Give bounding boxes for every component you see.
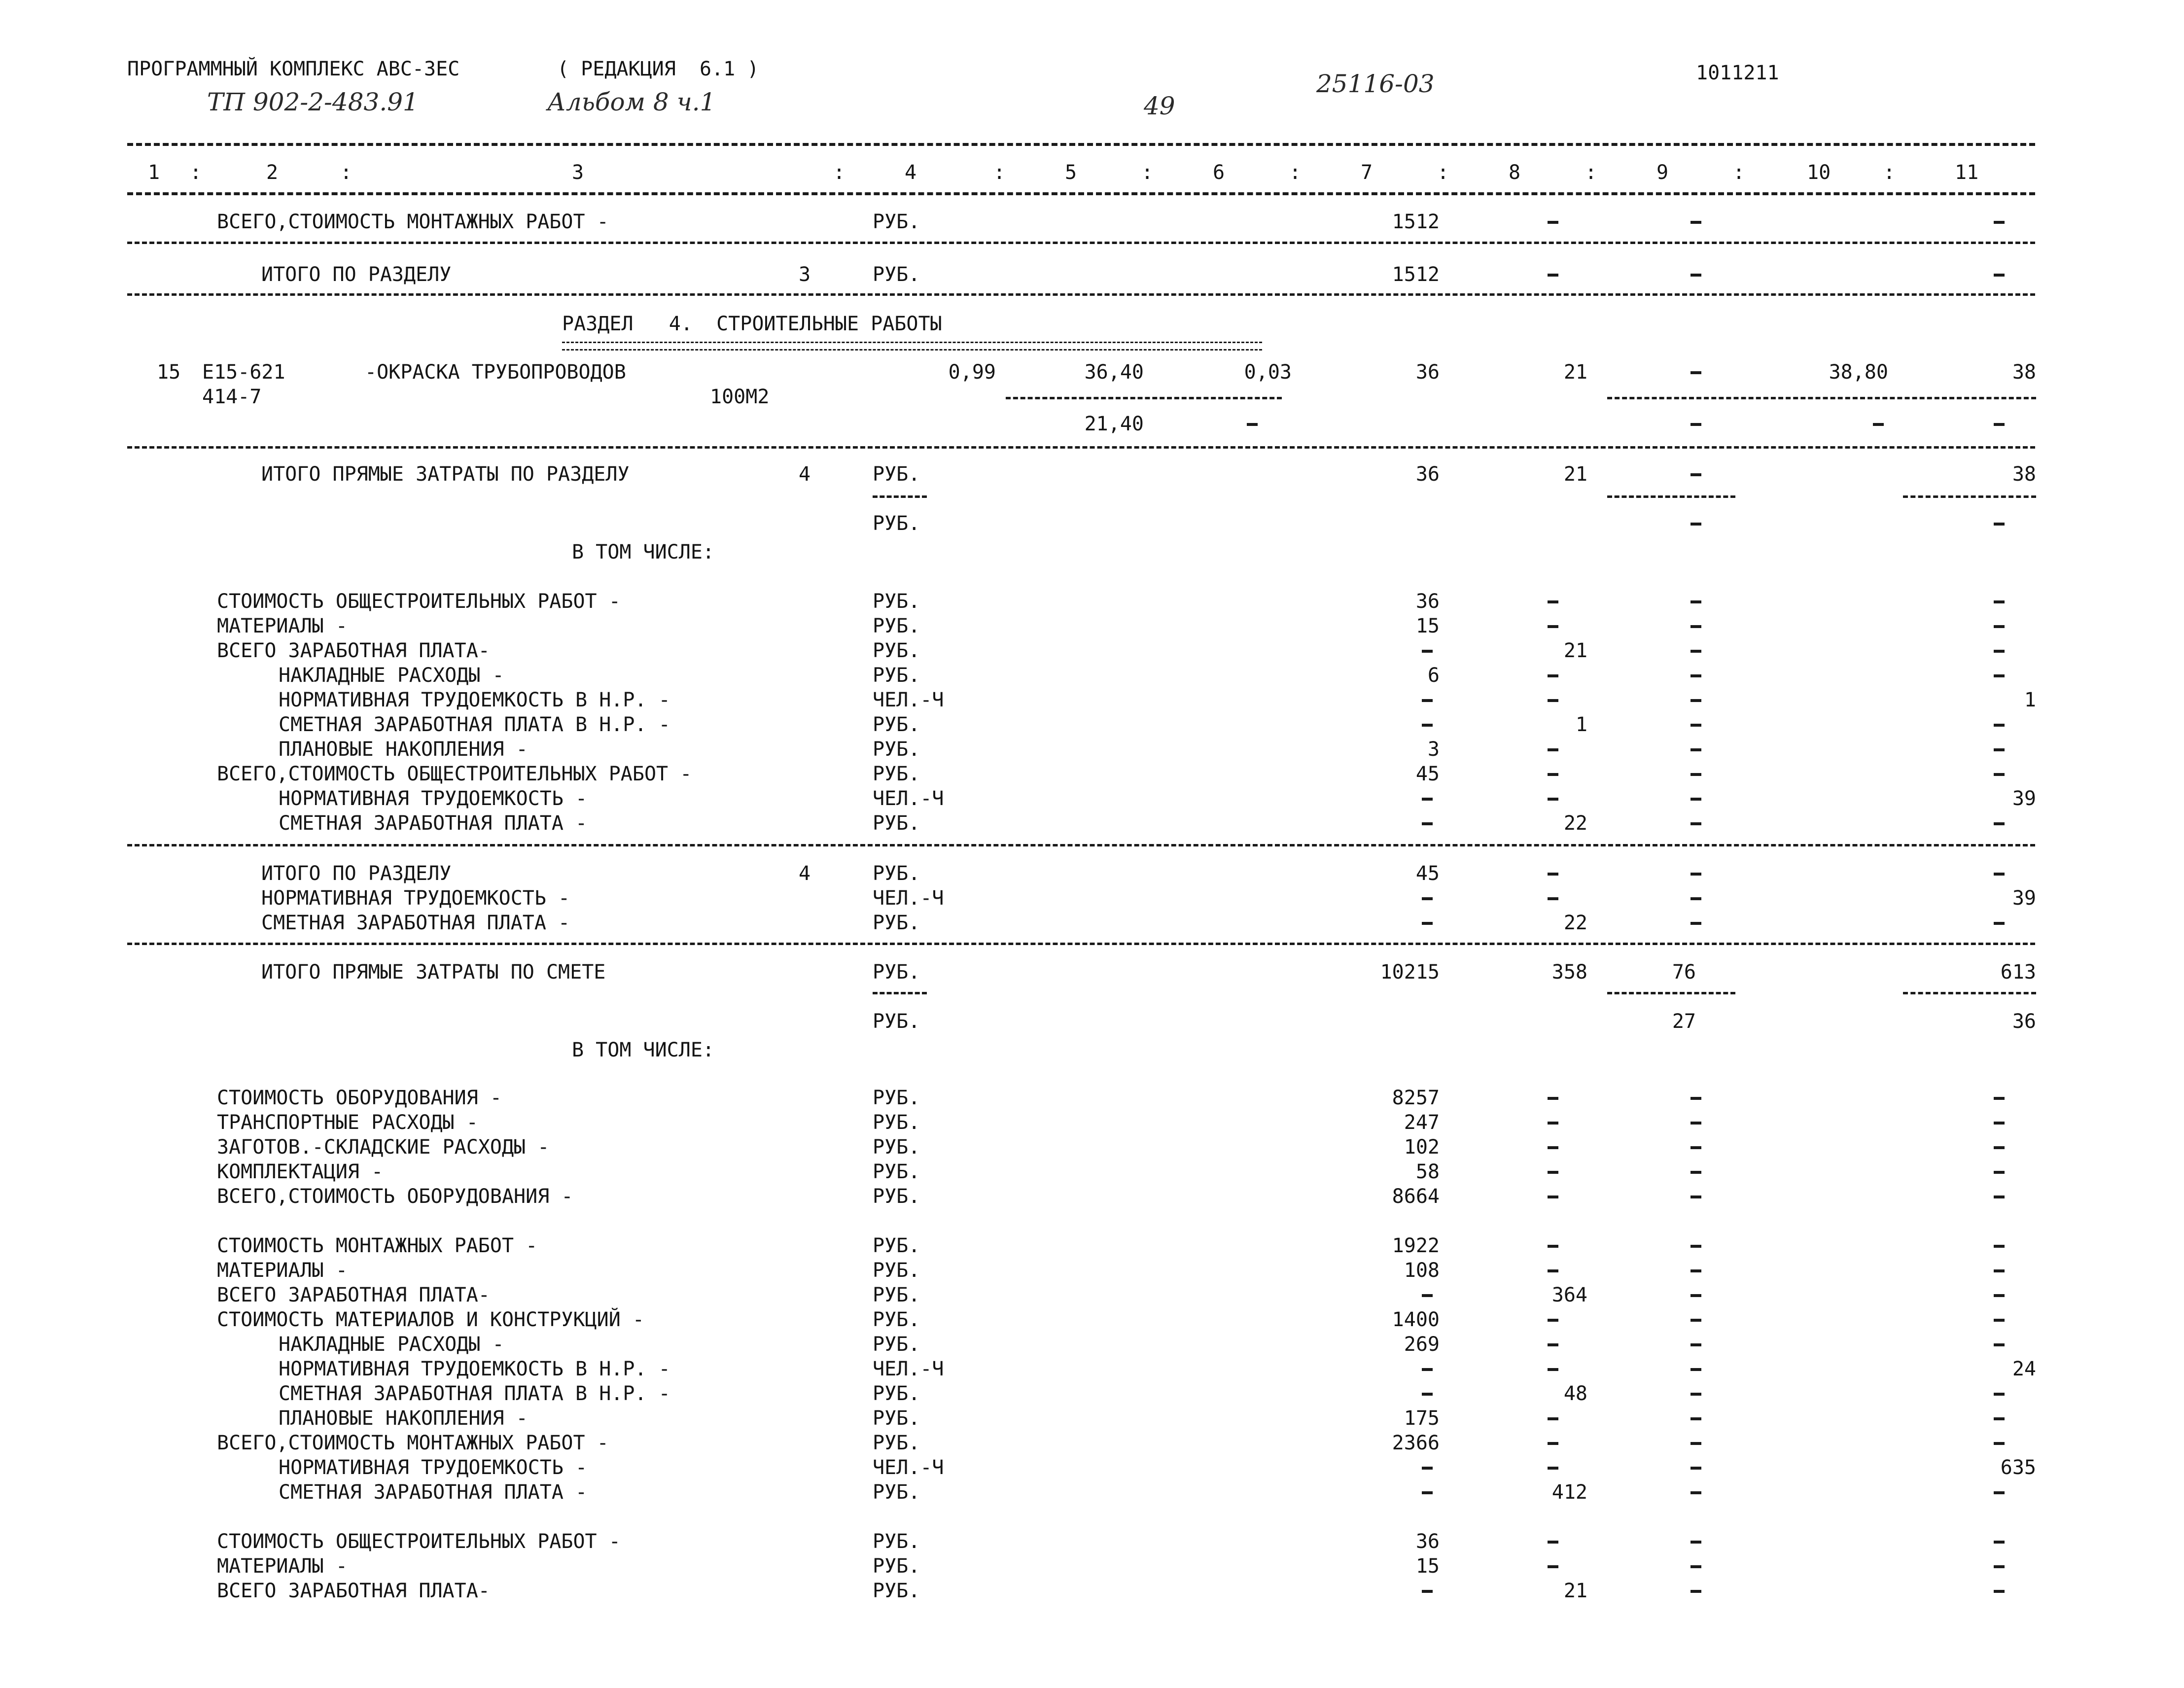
- cell-dash-c8: [1548, 1565, 1558, 1568]
- item-code: Е15-621: [202, 361, 285, 384]
- cell-dash-c7: [1422, 897, 1433, 900]
- cell-c7: 15: [1415, 615, 1440, 637]
- row-label: СМЕТНАЯ ЗАРАБОТНАЯ ПЛАТА -: [261, 912, 570, 934]
- row-unit: РУБ.: [873, 639, 920, 662]
- row-unit: РУБ.: [873, 1284, 920, 1306]
- rule-after-row-2: [127, 293, 2035, 296]
- cell-dash-c11: [1994, 748, 2005, 751]
- row-unit: РУБ.: [873, 1259, 920, 1282]
- row-label: НОРМАТИВНАЯ ТРУДОЕМКОСТЬ -: [279, 1456, 588, 1479]
- cell-c8: 48: [1563, 1382, 1587, 1405]
- cell-dash-c8: [1548, 1368, 1558, 1371]
- cell-c7: 102: [1404, 1136, 1440, 1159]
- row-label: НАКЛАДНЫЕ РАСХОДЫ -: [279, 1333, 504, 1356]
- row-label: МАТЕРИАЛЫ -: [217, 1555, 348, 1578]
- row-label: КОМПЛЕКТАЦИЯ -: [217, 1160, 384, 1183]
- row-label: СТОИМОСТЬ МАТЕРИАЛОВ И КОНСТРУКЦИЙ -: [217, 1308, 644, 1331]
- row-label: ИТОГО ПО РАЗДЕЛУ: [261, 263, 452, 286]
- cell-dash-c11: [1994, 1565, 2005, 1568]
- row-label: ВСЕГО ЗАРАБОТНАЯ ПЛАТА-: [217, 639, 490, 662]
- underline-c5-c6: [1006, 397, 1282, 399]
- row-unit: ЧЕЛ.-Ч: [873, 787, 944, 810]
- cell-c8: 21: [1563, 463, 1587, 486]
- cell-dash-c11: [1994, 1590, 2005, 1593]
- row-label: ВСЕГО,СТОИМОСТЬ МОНТАЖНЫХ РАБОТ -: [217, 211, 609, 233]
- row-label: ВСЕГО,СТОИМОСТЬ ОБОРУДОВАНИЯ -: [217, 1185, 573, 1208]
- col-header-8: 8: [1509, 161, 1521, 184]
- cell-dash-c11: [1994, 625, 2005, 628]
- cell-c7: 45: [1415, 862, 1440, 885]
- cell-dash-c11: [1994, 1319, 2005, 1322]
- cell-c7: 3: [1427, 738, 1440, 761]
- cell-dash-c8: [1548, 873, 1558, 876]
- row-label: СТОИМОСТЬ ОБЩЕСТРОИТЕЛЬНЫХ РАБОТ -: [217, 590, 621, 613]
- cell-c7: 36: [1415, 590, 1440, 613]
- row-unit: РУБ.: [873, 1185, 920, 1208]
- row-unit: РУБ.: [873, 1333, 920, 1356]
- cell-c7: 58: [1415, 1160, 1440, 1183]
- cell-dash-c9: [1691, 773, 1701, 776]
- cell-c7: 36: [1415, 361, 1440, 384]
- cell-dash-c11: [1994, 1294, 2005, 1297]
- row-unit: РУБ.: [873, 961, 920, 984]
- item-name: -ОКРАСКА ТРУБОПРОВОДОВ: [365, 361, 626, 384]
- cell-dash-c11: [1994, 1196, 2005, 1198]
- cell-dash-c9: [1691, 1319, 1701, 1322]
- cell-dash-c9: [1691, 1590, 1701, 1593]
- underline-c9-2: [1607, 992, 1735, 994]
- underline-unit-2: [873, 992, 927, 994]
- header-bottom-rule: [127, 192, 2035, 195]
- cell-dash-c9: [1691, 1146, 1701, 1149]
- row-unit: ЧЕЛ.-Ч: [873, 887, 944, 910]
- row-label: ИТОГО ПРЯМЫЕ ЗАТРАТЫ ПО РАЗДЕЛУ: [261, 463, 630, 486]
- cell-dash-c9: [1691, 724, 1701, 727]
- row-unit: РУБ.: [873, 1481, 920, 1504]
- cell-dash-c8: [1548, 1467, 1558, 1470]
- row-label: МАТЕРИАЛЫ -: [217, 1259, 348, 1282]
- cell-dash-c9: [1691, 1393, 1701, 1396]
- cell-dash-c9: [1691, 1442, 1701, 1445]
- cell-dash-c9: [1691, 1294, 1701, 1297]
- cell-dash-c8: [1548, 1146, 1558, 1149]
- row-label: НОРМАТИВНАЯ ТРУДОЕМКОСТЬ В Н.Р. -: [279, 1358, 670, 1380]
- row-unit: РУБ.: [873, 1160, 920, 1183]
- row-label: ЗАГОТОВ.-СКЛАДСКИЕ РАСХОДЫ -: [217, 1136, 550, 1159]
- row-label: ВСЕГО,СТОИМОСТЬ ОБЩЕСТРОИТЕЛЬНЫХ РАБОТ -: [217, 763, 692, 785]
- row-unit: ЧЕЛ.-Ч: [873, 1456, 944, 1479]
- row-unit: РУБ.: [873, 1555, 920, 1578]
- cell-dash-c11: [1994, 822, 2005, 825]
- row-unit: РУБ.: [873, 862, 920, 885]
- cell-dash-c8: [1548, 1541, 1558, 1544]
- section-title-underline: [562, 342, 1262, 351]
- cell-c8: 358: [1551, 961, 1587, 984]
- cell-c10: 38,80: [1829, 361, 1888, 384]
- cell-c7: 45: [1415, 763, 1440, 785]
- rule-before-estimate-total: [127, 943, 2035, 945]
- cell-c11: 1: [2024, 689, 2036, 711]
- cell-dash-c8: [1548, 773, 1558, 776]
- cell-dash-c9: [1691, 274, 1701, 277]
- cell-dash-c9: [1691, 423, 1701, 426]
- row-unit: РУБ.: [873, 1407, 920, 1430]
- cell-c8: 21: [1563, 639, 1587, 662]
- cell-dash-c9: [1691, 1368, 1701, 1371]
- cell-dash-c8: [1548, 1097, 1558, 1100]
- col-header-11: 11: [1955, 161, 1979, 184]
- cell-c4: 0,99: [948, 361, 996, 384]
- row-label: ВСЕГО ЗАРАБОТНАЯ ПЛАТА-: [217, 1284, 490, 1306]
- cell-dash-c9: [1691, 1245, 1701, 1248]
- row-label: НОРМАТИВНАЯ ТРУДОЕМКОСТЬ -: [279, 787, 588, 810]
- cell-dash-c8: [1548, 897, 1558, 900]
- cell-c11: 39: [2012, 887, 2036, 910]
- cell-dash-c11: [1994, 1269, 2005, 1272]
- row-label: СМЕТНАЯ ЗАРАБОТНАЯ ПЛАТА -: [279, 1481, 588, 1504]
- cell-c8: 22: [1563, 812, 1587, 835]
- row-unit: РУБ.: [873, 812, 920, 835]
- row-unit: РУБ.: [873, 1087, 920, 1109]
- col-header-5: 5: [1065, 161, 1077, 184]
- row-unit: РУБ.: [873, 1308, 920, 1331]
- cell-c6: 0,03: [1244, 361, 1292, 384]
- row-label: СМЕТНАЯ ЗАРАБОТНАЯ ПЛАТА -: [279, 812, 588, 835]
- cell-dash-c11: [1994, 1146, 2005, 1149]
- row-section-number: 4: [799, 463, 811, 486]
- cell-dash-c9: [1691, 1491, 1701, 1494]
- row-unit: РУБ.: [873, 1382, 920, 1405]
- row-label: НАКЛАДНЫЕ РАСХОДЫ -: [279, 664, 504, 687]
- cell-dash-c8: [1548, 221, 1558, 224]
- cell-dash-c7: [1422, 798, 1433, 801]
- cell-dash-c11: [1994, 650, 2005, 653]
- cell-c9: 27: [1672, 1010, 1696, 1033]
- row-label: ТРАНСПОРТНЫЕ РАСХОДЫ -: [217, 1111, 478, 1134]
- cell-c11: 36: [2012, 1010, 2036, 1033]
- cell-c7: 10215: [1380, 961, 1440, 984]
- cell-c7: 6: [1427, 664, 1440, 687]
- cell-dash-c9: [1691, 1171, 1701, 1174]
- cell-dash-c11: [1994, 922, 2005, 925]
- cell-dash-c8: [1548, 699, 1558, 702]
- cell-dash-c8: [1548, 1171, 1558, 1174]
- underline-c11-1: [1903, 495, 2036, 498]
- cell-dash-c8: [1548, 1319, 1558, 1322]
- col-header-6: 6: [1213, 161, 1225, 184]
- row-unit: РУБ.: [873, 738, 920, 761]
- cell-dash-c9: [1691, 798, 1701, 801]
- cell-dash-c11: [1994, 724, 2005, 727]
- cell-c7: 8664: [1392, 1185, 1440, 1208]
- col-header-3: 3: [572, 161, 584, 184]
- rule-after-item: [127, 446, 2035, 449]
- cell-dash-c11: [1994, 274, 2005, 277]
- row-label: В ТОМ ЧИСЛЕ:: [572, 1039, 714, 1061]
- row-label: ИТОГО ПО РАЗДЕЛУ: [261, 862, 452, 885]
- cell-dash-c11: [1994, 873, 2005, 876]
- cell-dash-c11: [1994, 423, 2005, 426]
- cell-dash-c9: [1691, 473, 1701, 476]
- col-header-9: 9: [1656, 161, 1669, 184]
- cell-dash-c8: [1548, 1343, 1558, 1346]
- row-label: ПЛАНОВЫЕ НАКОПЛЕНИЯ -: [279, 738, 528, 761]
- cell-dash-c9: [1691, 1097, 1701, 1100]
- cell-dash-c9: [1691, 1122, 1701, 1125]
- album-label: Альбом 8 ч.1: [547, 88, 716, 116]
- item-measure-unit: 100М2: [710, 386, 770, 408]
- cell-dash-c9: [1691, 1343, 1701, 1346]
- cell-dash-c9: [1691, 822, 1701, 825]
- row-unit: РУБ.: [873, 1234, 920, 1257]
- cell-dash-c11: [1994, 1122, 2005, 1125]
- cell-dash-c11: [1994, 1393, 2005, 1396]
- row-unit: РУБ.: [873, 1432, 920, 1454]
- cell-c7: 36: [1415, 463, 1440, 486]
- row-label: МАТЕРИАЛЫ -: [217, 615, 348, 637]
- row-unit: РУБ.: [873, 1111, 920, 1134]
- row-label: ПЛАНОВЫЕ НАКОПЛЕНИЯ -: [279, 1407, 528, 1430]
- cell-dash-c9: [1691, 897, 1701, 900]
- col-header-4: 4: [905, 161, 917, 184]
- item-code-2: 414-7: [202, 386, 262, 408]
- row-unit: РУБ.: [873, 590, 920, 613]
- cell-dash-c9: [1691, 221, 1701, 224]
- item-position: 15: [157, 361, 181, 384]
- cell-dash-c8: [1548, 748, 1558, 751]
- cell-dash-c7: [1422, 1368, 1433, 1371]
- row-unit: РУБ.: [873, 1530, 920, 1553]
- cell-dash-c8: [1548, 1196, 1558, 1198]
- underline-c9-1: [1607, 495, 1735, 498]
- cell-dash-c8: [1548, 674, 1558, 677]
- row-unit: ЧЕЛ.-Ч: [873, 689, 944, 711]
- cell-dash-c11: [1994, 1097, 2005, 1100]
- row-unit: РУБ.: [873, 664, 920, 687]
- row-label: В ТОМ ЧИСЛЕ:: [572, 541, 714, 563]
- cell-dash-c7: [1422, 1467, 1433, 1470]
- cell-c5: 36,40: [1084, 361, 1144, 384]
- cell-c8: 21: [1563, 1580, 1587, 1602]
- row-label: СМЕТНАЯ ЗАРАБОТНАЯ ПЛАТА В Н.Р. -: [279, 713, 670, 736]
- cell-dash-c9: [1691, 1565, 1701, 1568]
- cell-dash-c8: [1548, 1417, 1558, 1420]
- document-number: 25116-03: [1316, 70, 1435, 98]
- cell-c8: 412: [1551, 1481, 1587, 1504]
- cell-c8: 21: [1563, 361, 1587, 384]
- document-page: ПРОГРАММНЫЙ КОМПЛЕКС АВС-3ЕС ( РЕДАКЦИЯ 6.1 ) ТП 902-2-483.91 Альбом 8 ч.1 49 25116-03 1011211 1 2 3 4 5 6 7 8 9 10 11 : : : : : : : : : : ВСЕГО,СТОИМОСТЬ МОНТАЖНЫХ РАБОТ - РУБ. 1512 ИТОГО ПО РАЗДЕЛУ 3 РУБ. 1512 РАЗДЕЛ 4. СТРОИТЕЛЬНЫЕ РАБОТЫ 15 Е15-621 -ОКРАСКА ТРУБОПРОВОДОВ 0,99 36,40 0,03 36 21 38,80 38 414-7 100М2 21,40 ИТОГО ПРЯМЫЕ ЗАТРАТЫ ПО РАЗДЕЛУ 4 РУБ. 36 21 38 РУБ. В ТОМ ЧИСЛЕ: СТОИМОСТЬ ОБЩЕСТРОИТЕЛЬНЫХ РАБОТ - РУБ. 36 МАТЕРИАЛЫ - РУБ. 15 ВСЕГО ЗАРАБОТНАЯ ПЛАТА- РУБ. 21 НАКЛАДНЫЕ РАСХОДЫ - РУБ. 6 НОРМАТИВНАЯ ТРУДОЕМКОСТЬ В Н.Р. - ЧЕЛ.-Ч 1 СМЕТНАЯ ЗАРАБОТНАЯ ПЛАТА В Н.Р. - РУБ. 1 ПЛАНОВЫЕ НАКОПЛЕНИЯ - РУБ. 3 ВСЕГО,СТОИМОСТЬ ОБЩЕСТРОИТЕЛЬНЫХ РАБОТ - РУБ. 45 НОРМАТИВНАЯ ТРУДОЕМКОСТЬ - ЧЕЛ.-Ч 39 СМЕТНАЯ ЗАРАБОТНАЯ ПЛАТА - РУБ. 22 ИТОГО ПО РАЗДЕЛУ 4 РУБ. 45 НОРМАТИВНАЯ ТРУДОЕМКОСТЬ - ЧЕЛ.-Ч 39 СМЕТНАЯ ЗАРАБОТНАЯ ПЛАТА - РУБ. 22 ИТОГО ПРЯМЫЕ ЗАТРАТЫ ПО СМЕТЕ РУБ. 10215 358 76 613 РУБ. 27 36 В ТОМ ЧИСЛЕ: СТОИМОСТЬ ОБОРУДОВАНИЯ - РУБ. 8257 ТРАНСПОРТНЫЕ РАСХОДЫ - РУБ. 247 ЗАГОТОВ.-СКЛАДСКИЕ РАСХОДЫ - РУБ. 102 КОМПЛЕКТАЦИЯ - РУБ. 58 ВСЕГО,СТОИМОСТЬ ОБОРУДОВАНИЯ - РУБ. 8664 СТОИМОСТЬ МОНТАЖНЫХ РАБОТ - РУБ. 1922 МАТЕРИАЛЫ - РУБ. 108 ВСЕГО ЗАРАБОТНАЯ ПЛАТА- РУБ. 364 СТОИМОСТЬ МАТЕРИАЛОВ И КОНСТРУКЦИЙ - РУБ. 1400 НАКЛАДНЫЕ РАСХОДЫ - РУБ. 269 НОРМАТИВНАЯ ТРУДОЕМКОСТЬ В Н.Р. - ЧЕЛ.-Ч 24 СМЕТНАЯ ЗАРАБОТНАЯ ПЛАТА В Н.Р. - РУБ. 48 ПЛАНОВЫЕ НАКОПЛЕНИЯ - РУБ. 175 ВСЕГО,СТОИМОСТЬ МОНТАЖНЫХ РАБОТ - РУБ. 2366 НОРМАТИВНАЯ ТРУДОЕМКОСТЬ - ЧЕЛ.-Ч 635 СМЕТНАЯ ЗАРАБОТНАЯ ПЛАТА - РУБ. 412 СТОИМОСТЬ ОБЩЕСТРОИТЕЛЬНЫХ РАБОТ - РУБ. 36 МАТЕРИАЛЫ - РУБ. 15 ВСЕГО ЗАРАБОТНАЯ ПЛАТА- РУБ. 21: [127, 58, 2036, 1602]
- cell-c8: 1: [1575, 713, 1587, 736]
- underline-unit-1: [873, 495, 927, 498]
- row-unit: РУБ.: [873, 1580, 920, 1602]
- cell-dash-c9: [1691, 674, 1701, 677]
- cell-c7: 175: [1404, 1407, 1440, 1430]
- cell-c7: 15: [1415, 1555, 1440, 1578]
- cell-dash-c11: [1994, 1417, 2005, 1420]
- row-unit: ЧЕЛ.-Ч: [873, 1358, 944, 1380]
- page-number: 49: [1144, 92, 1175, 120]
- cell-c11: 39: [2012, 787, 2036, 810]
- cell-dash-c9: [1691, 600, 1701, 603]
- cell-dash-c6: [1247, 423, 1258, 426]
- cell-dash-c8: [1548, 625, 1558, 628]
- cell-dash-c8: [1548, 274, 1558, 277]
- program-name: ПРОГРАММНЫЙ КОМПЛЕКС АВС-3ЕС: [127, 58, 460, 80]
- row-unit: РУБ.: [873, 763, 920, 785]
- cell-dash-c8: [1548, 1269, 1558, 1272]
- cell-c7: 36: [1415, 1530, 1440, 1553]
- cell-dash-c8: [1548, 600, 1558, 603]
- row-label: СТОИМОСТЬ ОБОРУДОВАНИЯ -: [217, 1087, 502, 1109]
- cell-dash-c11: [1994, 1245, 2005, 1248]
- cell-dash-c8: [1548, 1122, 1558, 1125]
- row-label: НОРМАТИВНАЯ ТРУДОЕМКОСТЬ -: [261, 887, 570, 910]
- row-label: НОРМАТИВНАЯ ТРУДОЕМКОСТЬ В Н.Р. -: [279, 689, 670, 711]
- cell-dash-c10: [1873, 423, 1884, 426]
- cell-dash-c11: [1994, 773, 2005, 776]
- cell-dash-c9: [1691, 1541, 1701, 1544]
- cell-dash-c9: [1691, 1269, 1701, 1272]
- cell-c7: 2366: [1392, 1432, 1440, 1454]
- cell-dash-c9: [1691, 1196, 1701, 1198]
- cell-dash-c11: [1994, 1442, 2005, 1445]
- row-label: ВСЕГО,СТОИМОСТЬ МОНТАЖНЫХ РАБОТ -: [217, 1432, 609, 1454]
- row-unit: РУБ.: [873, 1136, 920, 1159]
- cell-dash-c11: [1994, 600, 2005, 603]
- cell-dash-c8: [1548, 1442, 1558, 1445]
- cell-c11: 38: [2012, 361, 2036, 384]
- row-label: СТОИМОСТЬ МОНТАЖНЫХ РАБОТ -: [217, 1234, 538, 1257]
- col-header-10: 10: [1807, 161, 1831, 184]
- row-unit: РУБ.: [873, 1010, 920, 1033]
- row-label: СТОИМОСТЬ ОБЩЕСТРОИТЕЛЬНЫХ РАБОТ -: [217, 1530, 621, 1553]
- cell-dash-c9: [1691, 922, 1701, 925]
- cell-dash-c8: [1548, 798, 1558, 801]
- cell-c11: 38: [2012, 463, 2036, 486]
- rule-before-section-total: [127, 844, 2035, 846]
- col-header-1: 1: [148, 161, 160, 184]
- cell-c8: 364: [1551, 1284, 1587, 1306]
- cell-dash-c8: [1548, 1245, 1558, 1248]
- cell-dash-c11: [1994, 1541, 2005, 1544]
- cell-dash-c9: [1691, 1417, 1701, 1420]
- cell-dash-c9: [1691, 625, 1701, 628]
- cell-c7: 269: [1404, 1333, 1440, 1356]
- cell-c9: 76: [1672, 961, 1696, 984]
- cell-c7: 1512: [1392, 211, 1440, 233]
- cell-c7: 108: [1404, 1259, 1440, 1282]
- cell-dash-c11: [1994, 1171, 2005, 1174]
- row-label: СМЕТНАЯ ЗАРАБОТНАЯ ПЛАТА В Н.Р. -: [279, 1382, 670, 1405]
- row-unit: РУБ.: [873, 463, 920, 486]
- cell-dash-c11: [1994, 1491, 2005, 1494]
- header-top-rule: [127, 143, 2035, 146]
- row-unit: РУБ.: [873, 615, 920, 637]
- col-header-2: 2: [266, 161, 279, 184]
- cell-dash-c11: [1994, 1343, 2005, 1346]
- cell-dash-c11: [1994, 523, 2005, 526]
- edition-label: ( РЕДАКЦИЯ 6.1 ): [557, 58, 759, 80]
- cell-dash-c11: [1994, 674, 2005, 677]
- row-unit: РУБ.: [873, 713, 920, 736]
- cell-c7: 1512: [1392, 263, 1440, 286]
- cell-c7: 1922: [1392, 1234, 1440, 1257]
- underline-c9-c11: [1607, 397, 2036, 399]
- cell-c8: 22: [1563, 912, 1587, 934]
- underline-c11-2: [1903, 992, 2036, 994]
- cell-dash-c9: [1691, 1467, 1701, 1470]
- cell-c11: 24: [2012, 1358, 2036, 1380]
- cell-c11: 635: [2000, 1456, 2036, 1479]
- cell-dash-c11: [1994, 221, 2005, 224]
- cell-c7: 8257: [1392, 1087, 1440, 1109]
- row-label: ИТОГО ПРЯМЫЕ ЗАТРАТЫ ПО СМЕТЕ: [261, 961, 606, 984]
- cell-dash-c7: [1422, 699, 1433, 702]
- cell-dash-c9: [1691, 748, 1701, 751]
- cell-c7: 247: [1404, 1111, 1440, 1134]
- cell-c11: 613: [2000, 961, 2036, 984]
- cell-c7: 1400: [1392, 1308, 1440, 1331]
- row-section-number: 3: [799, 263, 811, 286]
- rule-after-row-1: [127, 242, 2035, 244]
- row-unit: РУБ.: [873, 912, 920, 934]
- row-section-number: 4: [799, 862, 811, 885]
- cell-dash-c9: [1691, 699, 1701, 702]
- row-unit: РУБ.: [873, 211, 920, 233]
- project-code: ТП 902-2-483.91: [207, 88, 419, 116]
- cell-dash-c9: [1691, 523, 1701, 526]
- register-number: 1011211: [1696, 62, 1779, 84]
- row-unit: РУБ.: [873, 263, 920, 286]
- row-label: ВСЕГО ЗАРАБОТНАЯ ПЛАТА-: [217, 1580, 490, 1602]
- cell-dash-c9: [1691, 873, 1701, 876]
- cell-dash-c9: [1691, 650, 1701, 653]
- row-unit: РУБ.: [873, 512, 920, 535]
- row-label: РАЗДЕЛ 4. СТРОИТЕЛЬНЫЕ РАБОТЫ: [562, 313, 942, 335]
- col-header-7: 7: [1361, 161, 1373, 184]
- cell-c5: 21,40: [1084, 413, 1144, 435]
